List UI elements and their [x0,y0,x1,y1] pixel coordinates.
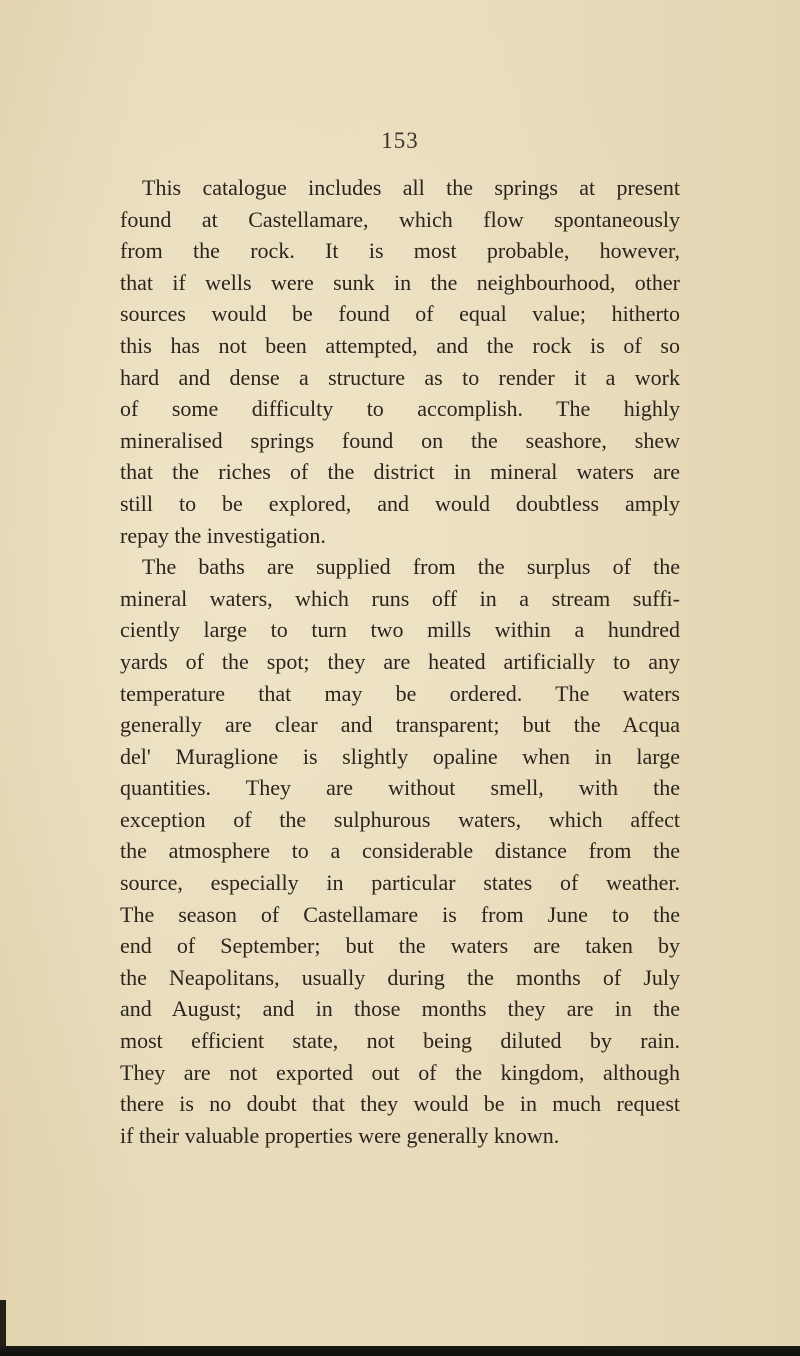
page-bottom-edge [0,1346,800,1356]
text-line: They are not exported out of the kingdom, although [120,1059,680,1085]
text-line: generally are clear and transparent; but the Acqua [120,712,680,738]
text-line: the atmosphere to a considerable distance from the [120,838,680,864]
body-text [120,172,680,1151]
text-line: the Neapolitans, usually during the months of July [120,964,680,990]
text-line: if their valuable properties were generally known. [120,1122,560,1148]
text-line: repay the investigation. [120,522,326,548]
text-line: del' Muraglione is slightly opaline when in large [120,743,680,769]
page-number: 153 [381,128,419,153]
text-line: mineral waters, which runs off in a stream suffi- [120,585,680,611]
text-line: end of September; but the waters are taken by [120,933,680,959]
text-line: most efficient state, not being diluted by rain. [120,1028,680,1054]
text-line: this has not been attempted, and the rock is of so [120,332,680,358]
text-line: temperature that may be ordered. The waters [120,680,680,706]
text-line: found at Castellamare, which flow spontaneously [120,206,680,232]
text-line: there is no doubt that they would be in much request [120,1091,680,1117]
text-line: still to be explored, and would doubtless amply [120,490,680,516]
text-line: The season of Castellamare is from June to the [120,901,680,927]
text-line: of some difficulty to accomplish. The highly [120,396,680,422]
text-line: ciently large to turn two mills within a hundred [120,617,680,643]
text-line: that the riches of the district in mineral waters are [120,459,680,485]
text-line: exception of the sulphurous waters, which affect [120,806,680,832]
text-line: The baths are supplied from the surplus of the [142,554,680,580]
text-line: and August; and in those months they are in the [120,996,680,1022]
text-line: hard and dense a structure as to render it a work [120,364,680,390]
text-line: This catalogue includes all the springs at present [142,175,680,200]
text-line: quantities. They are without smell, with the [120,775,680,801]
text-line: that if wells were sunk in the neighbourhood, other [120,269,680,295]
text-line: yards of the spot; they are heated artificially to any [120,648,680,674]
text-line: sources would be found of equal value; hitherto [120,301,680,327]
text-line: mineralised springs found on the seashore, shew [120,427,680,453]
text-line: source, especially in particular states of weather. [120,870,680,896]
text-line: from the rock. It is most probable, however, [120,238,680,264]
